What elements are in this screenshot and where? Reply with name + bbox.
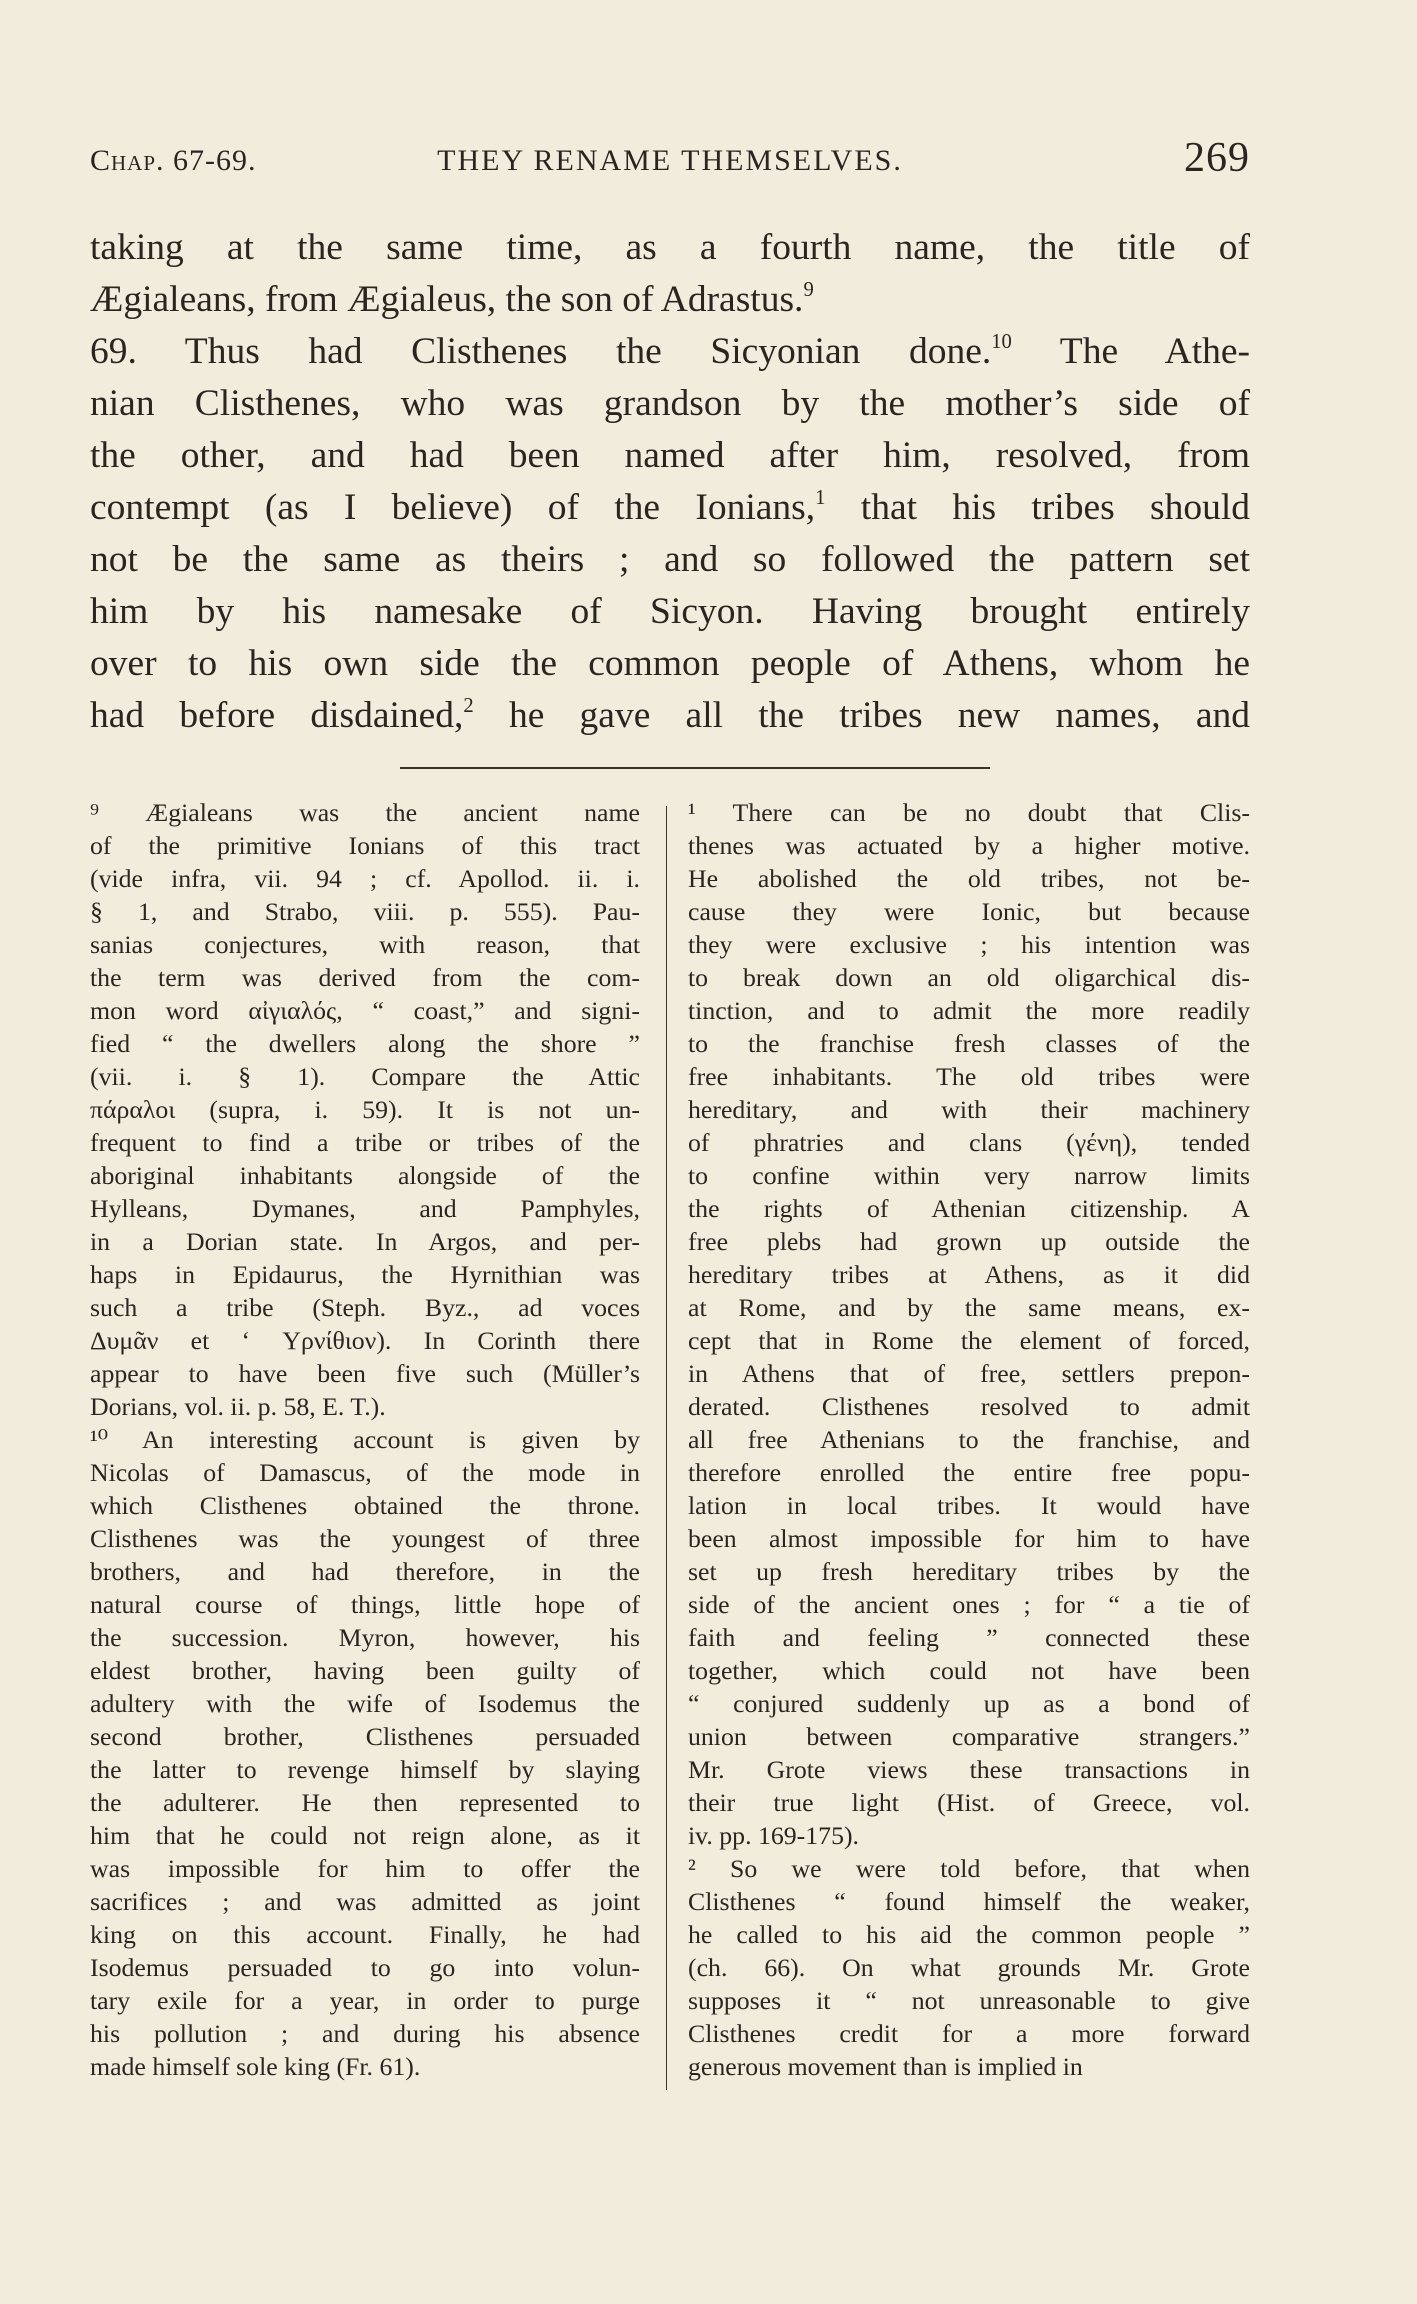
footnote-line: the latter to revenge himself by slaying [90,1755,640,1784]
footnote-line: Mr. Grote views these transactions in [688,1755,1250,1784]
footnote-line: Δυμᾶν et ‘ Υρνίθιον). In Corinth there [90,1326,640,1355]
footnotes-left-column [90,796,640,2083]
main-line: him by his namesake of Sicyon. Having brought entirely [90,591,1250,632]
footnote-line: ² So we were told before, that when [688,1854,1250,1883]
footnote-line: union between comparative strangers.” [688,1722,1250,1751]
page-number: 269 [1184,135,1250,181]
chapter-reference: Chap. 67-69. [90,144,257,177]
footnote-line: Isodemus persuaded to go into volun- [90,1953,640,1982]
main-line: the other, and had been named after him, resolved, from [90,435,1250,476]
main-line: taking at the same time, as a fourth name, the title of [90,227,1250,268]
footnote-line: Clisthenes was the youngest of three [90,1524,640,1553]
running-title: THEY RENAME THEMSELVES. [437,144,903,177]
main-line: Ægialeans, from Ægialeus, the son of Adrastus.$^9$ [90,278,814,320]
footnote-line: (vii. i. § 1). Compare the Attic [90,1062,640,1091]
main-line: 69. Thus had Clisthenes the Sicyonian done.$^{10}$ The Athe- [90,330,1250,372]
footnote-line: such a tribe (Steph. Byz., ad voces [90,1293,640,1322]
footnote-line: at Rome, and by the same means, ex- [688,1293,1250,1322]
footnote-ref: 2 [463,694,474,717]
footnote-line: been almost impossible for him to have [688,1524,1250,1553]
footnote-line: hereditary tribes at Athens, as it did [688,1260,1250,1289]
footnote-line: to confine within very narrow limits [688,1161,1250,1190]
footnote-line: sacrifices ; and was admitted as joint [90,1887,640,1916]
footnote-line: in a Dorian state. In Argos, and per- [90,1227,640,1256]
main-line: had before disdained,$^2$ he gave all the tribes new names, and [90,694,1250,736]
footnote-line: derated. Clisthenes resolved to admit [688,1392,1250,1421]
footnote-line: to the franchise fresh classes of the [688,1029,1250,1058]
main-line: nian Clisthenes, who was grandson by the mother’s side of [90,383,1250,424]
footnotes-right-column [688,796,1250,2083]
footnote-line: in Athens that of free, settlers prepon- [688,1359,1250,1388]
footnote-line: ¹⁰ An interesting account is given by [90,1425,640,1454]
footnote-line: was impossible for him to offer the [90,1854,640,1883]
footnote-line: to break down an old oligarchical dis- [688,963,1250,992]
footnote-line: cept that in Rome the element of forced, [688,1326,1250,1355]
footnote-line: (ch. 66). On what grounds Mr. Grote [688,1953,1250,1982]
footnote-line: ¹ There can be no doubt that Clis- [688,798,1250,827]
footnote-line: therefore enrolled the entire free popu- [688,1458,1250,1487]
footnote-separator-rule [400,767,990,769]
main-line: over to his own side the common people of Athens, whom he [90,643,1250,684]
footnote-line: Clisthenes credit for a more forward [688,2019,1250,2048]
footnote-line: natural course of things, little hope of [90,1590,640,1619]
footnote-line: made himself sole king (Fr. 61). [90,2052,421,2081]
footnote-line: the adulterer. He then represented to [90,1788,640,1817]
footnote-line: which Clisthenes obtained the throne. [90,1491,640,1520]
footnote-line: πάραλοι (supra, i. 59). It is not un- [90,1095,640,1124]
footnote-line: he called to his aid the common people ” [688,1920,1250,1949]
footnote-line: He abolished the old tribes, not be- [688,864,1250,893]
footnote-line: their true light (Hist. of Greece, vol. [688,1788,1250,1817]
footnote-line: haps in Epidaurus, the Hyrnithian was [90,1260,640,1289]
footnote-line: supposes it “ not unreasonable to give [688,1986,1250,2015]
footnote-line: all free Athenians to the franchise, and [688,1425,1250,1454]
footnote-line: hereditary, and with their machinery [688,1095,1250,1124]
footnote-line: him that he could not reign alone, as it [90,1821,640,1850]
footnote-line: iv. pp. 169-175). [688,1821,860,1850]
footnote-line: fied “ the dwellers along the shore ” [90,1029,640,1058]
footnote-line: eldest brother, having been guilty of [90,1656,640,1685]
footnote-line: free plebs had grown up outside the [688,1227,1250,1256]
footnote-line: set up fresh hereditary tribes by the [688,1557,1250,1586]
footnote-line: side of the ancient ones ; for “ a tie of [688,1590,1250,1619]
footnote-line: thenes was actuated by a higher motive. [688,831,1250,860]
footnote-line: tinction, and to admit the more readily [688,996,1250,1025]
footnote-ref: 9 [803,278,814,301]
footnote-line: together, which could not have been [688,1656,1250,1685]
footnote-ref: 1 [815,486,826,509]
footnote-line: appear to have been five such (Müller’s [90,1359,640,1388]
footnote-line: Nicolas of Damascus, of the mode in [90,1458,640,1487]
footnote-line: “ conjured suddenly up as a bond of [688,1689,1250,1718]
footnote-line: second brother, Clisthenes persuaded [90,1722,640,1751]
footnote-line: lation in local tribes. It would have [688,1491,1250,1520]
footnote-line: sanias conjectures, with reason, that [90,930,640,959]
main-text [90,222,1250,742]
footnote-line: adultery with the wife of Isodemus the [90,1689,640,1718]
footnote-line: the term was derived from the com- [90,963,640,992]
footnote-line: Clisthenes “ found himself the weaker, [688,1887,1250,1916]
footnote-line: his pollution ; and during his absence [90,2019,640,2048]
footnote-line: cause they were Ionic, but because [688,897,1250,926]
footnote-line: of the primitive Ionians of this tract [90,831,640,860]
footnote-line: of phratries and clans (γένη), tended [688,1128,1250,1157]
footnote-line: the rights of Athenian citizenship. A [688,1194,1250,1223]
footnote-line: (vide infra, vii. 94 ; cf. Apollod. ii. i. [90,864,640,893]
footnote-line: Hylleans, Dymanes, and Pamphyles, [90,1194,640,1223]
footnote-line: free inhabitants. The old tribes were [688,1062,1250,1091]
footnote-line: faith and feeling ” connected these [688,1623,1250,1652]
footnote-line: § 1, and Strabo, viii. p. 555). Pau- [90,897,640,926]
footnote-line: mon word αἰγιαλός, “ coast,” and signi- [90,996,640,1025]
footnote-line: they were exclusive ; his intention was [688,930,1250,959]
footnote-line: ⁹ Ægialeans was the ancient name [90,798,640,827]
main-line: contempt (as I believe) of the Ionians,$^1$ that his tribes should [90,486,1251,528]
footnote-ref: 10 [991,330,1012,353]
footnote-line: generous movement than is implied in [688,2052,1083,2081]
footnote-line: king on this account. Finally, he had [90,1920,640,1949]
main-line: not be the same as theirs ; and so followed the pattern set [90,539,1250,580]
column-divider [666,806,667,2090]
running-header [90,135,1250,188]
footnote-line: the succession. Myron, however, his [90,1623,640,1652]
footnote-line: frequent to find a tribe or tribes of the [90,1128,640,1157]
footnote-line: brothers, and had therefore, in the [90,1557,640,1586]
footnote-line: tary exile for a year, in order to purge [90,1986,640,2015]
footnote-line: Dorians, vol. ii. p. 58, E. T.). [90,1392,386,1421]
footnote-line: aboriginal inhabitants alongside of the [90,1161,640,1190]
